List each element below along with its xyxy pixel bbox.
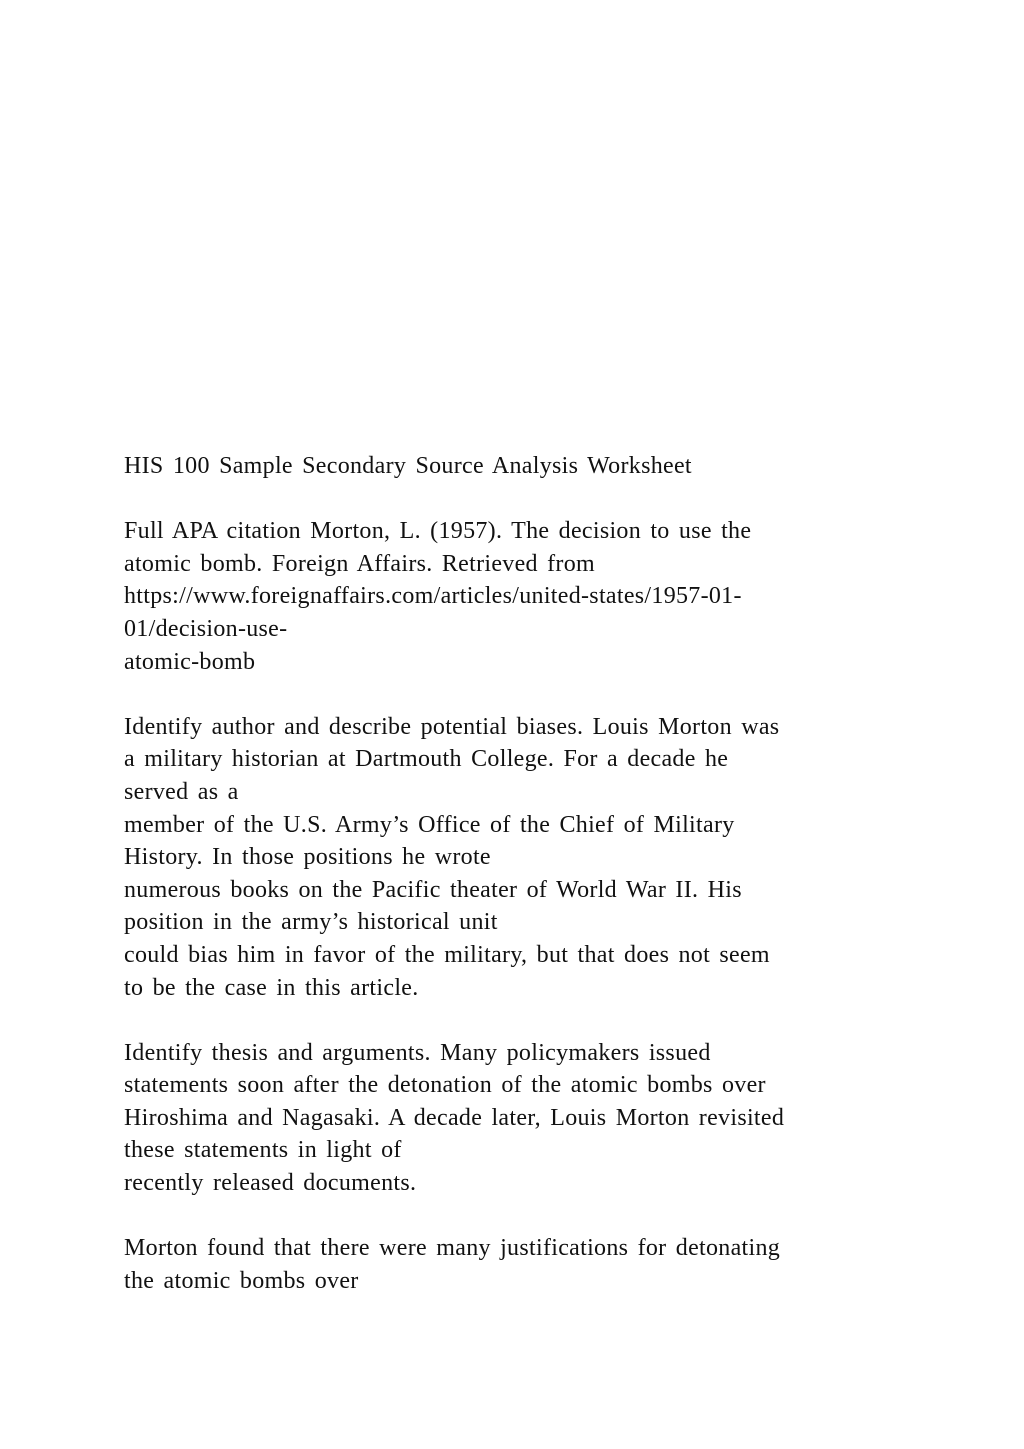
morton-line: Morton found that there were many justifications for detonating [124,1235,781,1262]
paragraph-spacer [124,1004,924,1037]
citation-line: atomic-bomb [124,648,256,675]
thesis-line: these statements in light of [124,1137,402,1164]
morton-paragraph [124,1232,924,1297]
thesis-line: Hiroshima and Nagasaki. A decade later, Louis Morton revisited [124,1104,785,1131]
citation-line: https://www.foreignaffairs.com/articles/united-states/1957-01- [124,583,742,610]
thesis-paragraph [124,1037,924,1200]
citation-line: atomic bomb. Foreign Affairs. Retrieved from [124,550,595,577]
worksheet-title: HIS 100 Sample Secondary Source Analysis Worksheet [124,453,692,479]
author-line: served as a [124,778,239,805]
author-line: could bias him in favor of the military, but that does not seem [124,941,770,968]
document-body [124,450,924,1297]
citation-line: 01/decision-use- [124,615,288,642]
author-line: a military historian at Dartmouth College. For a decade he [124,746,729,773]
author-line: numerous books on the Pacific theater of World War II. His [124,876,742,903]
author-line: History. In those positions he wrote [124,844,491,871]
paragraph-spacer [124,678,924,711]
thesis-line: Identify thesis and arguments. Many policymakers issued [124,1039,711,1066]
morton-line: the atomic bombs over [124,1267,359,1294]
author-line: position in the army’s historical unit [124,909,498,936]
author-paragraph [124,711,924,1004]
thesis-line: recently released documents. [124,1170,417,1197]
author-line: Identify author and describe potential biases. Louis Morton was [124,713,780,740]
thesis-line: statements soon after the detonation of the atomic bombs over [124,1072,766,1099]
paragraph-spacer [124,1200,924,1233]
citation-paragraph [124,515,924,678]
citation-line: Full APA citation Morton, L. (1957). The decision to use the [124,518,752,545]
author-line: member of the U.S. Army’s Office of the Chief of Military [124,811,735,838]
paragraph-spacer [124,483,924,516]
author-line: to be the case in this article. [124,974,419,1001]
